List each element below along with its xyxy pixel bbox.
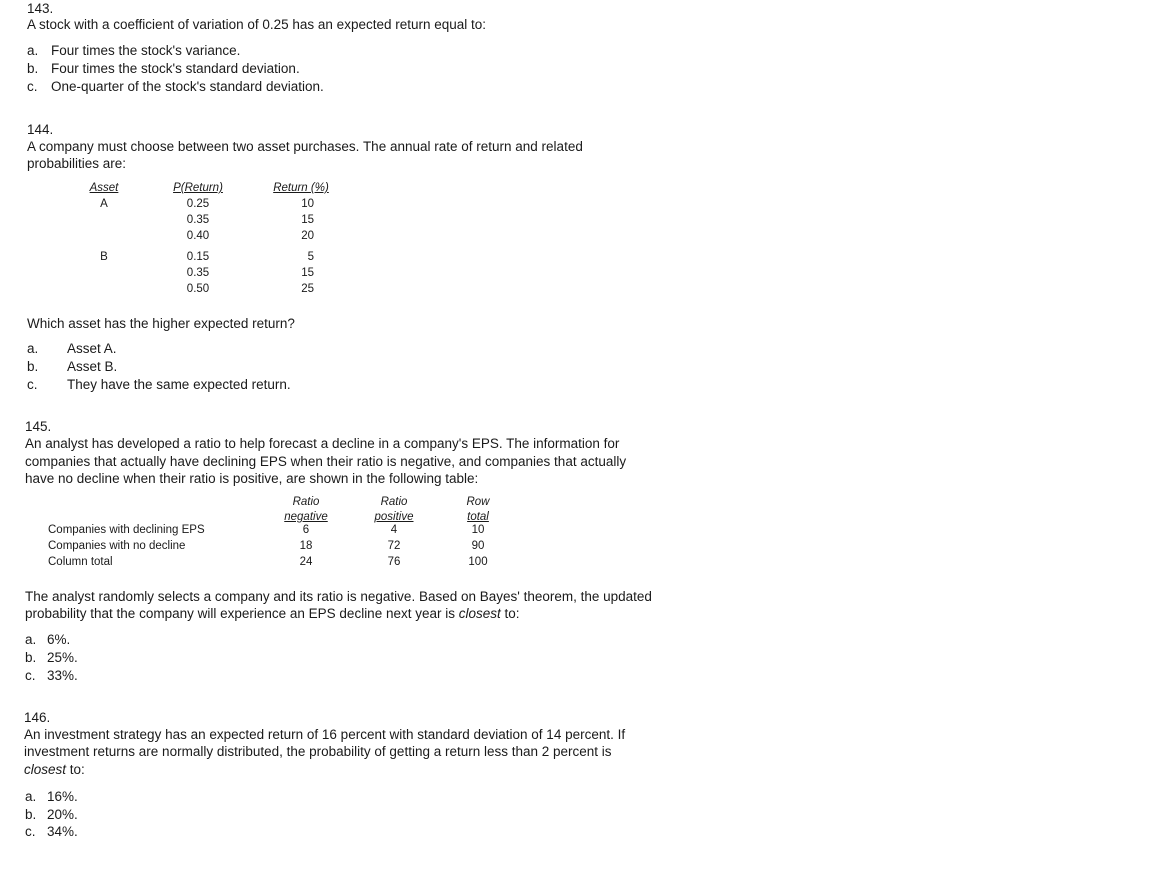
option-text: Four times the stock's standard deviation. — [51, 61, 300, 76]
header-p-return: P(Return) — [173, 182, 223, 194]
row-label: Column total — [48, 556, 113, 568]
option-text: 33%. — [47, 668, 78, 683]
cell-asset: B — [100, 251, 108, 263]
question-stem: An analyst has developed a ratio to help forecast a decline in a company's EPS. The information for — [25, 436, 620, 451]
cell-probability: 0.25 — [186, 198, 210, 210]
question-prompt: Which asset has the higher expected return? — [27, 316, 295, 331]
option-letter: b. — [25, 650, 37, 665]
table-cell: 72 — [387, 540, 401, 552]
option-text: Asset B. — [67, 359, 118, 374]
option-letter: a. — [25, 789, 37, 804]
option-text: 6%. — [47, 632, 71, 647]
option-letter: c. — [25, 668, 36, 683]
table-cell: 6 — [302, 524, 310, 536]
cell-return: 15 — [301, 214, 314, 226]
question-stem: An investment strategy has an expected return of 16 percent with standard deviation of 14 percent. If — [24, 727, 626, 742]
col-header: total — [467, 511, 489, 523]
option-letter: a. — [27, 341, 39, 356]
cell-probability: 0.35 — [186, 267, 210, 279]
cell-asset: A — [100, 198, 108, 210]
question-stem: A stock with a coefficient of variation of 0.25 has an expected return equal to: — [27, 17, 487, 32]
option-text: Four times the stock's variance. — [51, 43, 241, 58]
cell-return: 5 — [307, 251, 314, 263]
option-text: 34%. — [47, 824, 78, 839]
table-cell: 76 — [387, 556, 401, 568]
option-letter: a. — [27, 43, 39, 58]
question-stem: closest to: — [24, 762, 85, 777]
table-cell: 10 — [471, 524, 485, 536]
option-letter: b. — [27, 359, 39, 374]
option-letter: c. — [27, 377, 38, 392]
question-stem: A company must choose between two asset purchases. The annual rate of return and related — [27, 139, 583, 154]
question-prompt: The analyst randomly selects a company and its ratio is negative. Based on Bayes' theorem, the updated — [25, 589, 652, 604]
cell-probability: 0.50 — [186, 283, 210, 295]
option-text: 25%. — [47, 650, 78, 665]
col-header: Row — [466, 496, 490, 508]
question-stem: have no decline when their ratio is positive, are shown in the following table: — [25, 471, 479, 486]
question-number: 143. — [27, 1, 54, 16]
option-letter: b. — [25, 807, 37, 822]
col-header: Ratio — [380, 496, 408, 508]
row-label: Companies with no decline — [48, 540, 186, 552]
option-text: Asset A. — [67, 341, 117, 356]
question-stem: companies that actually have declining EPS when their ratio is negative, and companies that actually — [25, 454, 627, 469]
col-header: Ratio — [292, 496, 320, 508]
option-text: 20%. — [47, 807, 78, 822]
option-text: One-quarter of the stock's standard deviation. — [51, 79, 324, 94]
col-header: negative — [284, 511, 328, 523]
cell-return: 20 — [301, 230, 314, 242]
cell-probability: 0.15 — [186, 251, 210, 263]
cell-return: 25 — [301, 283, 314, 295]
option-letter: a. — [25, 632, 37, 647]
header-return: Return (%) — [273, 182, 329, 194]
question-stem: probabilities are: — [27, 156, 127, 171]
table-cell: 90 — [471, 540, 485, 552]
question-number: 146. — [24, 710, 51, 725]
question-prompt: probability that the company will experience an EPS decline next year is closest to: — [25, 606, 520, 621]
table-cell: 18 — [299, 540, 313, 552]
table-cell: 24 — [299, 556, 313, 568]
table-cell: 100 — [468, 556, 488, 568]
option-letter: b. — [27, 61, 39, 76]
header-asset: Asset — [89, 182, 119, 194]
option-text: 16%. — [47, 789, 78, 804]
cell-probability: 0.35 — [186, 214, 210, 226]
cell-return: 10 — [301, 198, 314, 210]
option-letter: c. — [25, 824, 36, 839]
question-number: 145. — [25, 419, 52, 434]
table-cell: 4 — [390, 524, 398, 536]
col-header: positive — [374, 511, 414, 523]
option-letter: c. — [27, 79, 38, 94]
cell-probability: 0.40 — [186, 230, 210, 242]
question-stem: investment returns are normally distributed, the probability of getting a return less than 2 percent is — [24, 744, 612, 759]
question-number: 144. — [27, 122, 54, 137]
cell-return: 15 — [301, 267, 314, 279]
option-text: They have the same expected return. — [67, 377, 291, 392]
row-label: Companies with declining EPS — [48, 524, 205, 536]
